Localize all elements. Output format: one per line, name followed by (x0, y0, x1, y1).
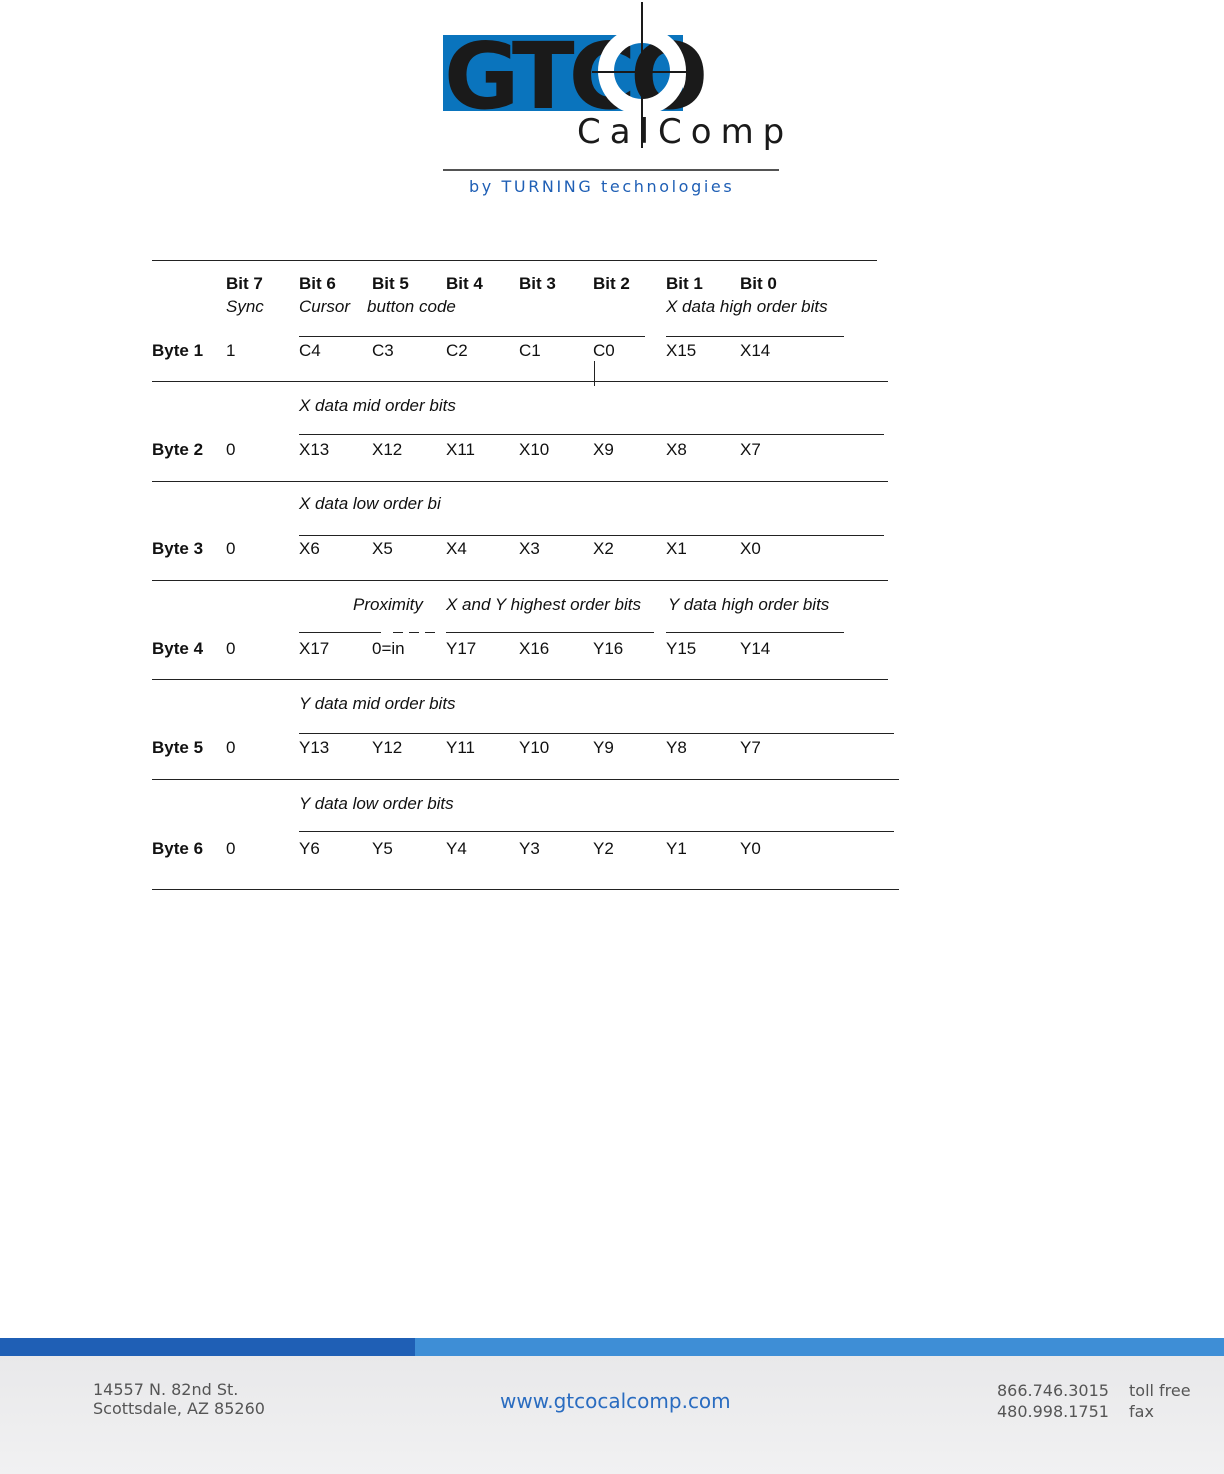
bit-cell: 0 (226, 738, 236, 757)
row-divider (152, 481, 888, 482)
bit-cell: C2 (446, 341, 468, 360)
row-divider (152, 381, 888, 382)
footer-accent-bar (415, 1338, 1224, 1356)
y-mid-underline (299, 733, 894, 734)
bit-cell: X0 (740, 539, 761, 558)
bit-cell: C3 (372, 341, 394, 360)
bit-cell: C4 (299, 341, 321, 360)
bit-cell: Y16 (593, 639, 624, 658)
bit-cell: X3 (519, 539, 540, 558)
byte-label: Byte 6 (152, 839, 204, 858)
bit-cell: X16 (519, 639, 550, 658)
header-bit6: Bit 6 (299, 274, 336, 293)
annotation-x-low: X data low order bi (299, 494, 441, 513)
bit-cell: 0 (226, 639, 236, 658)
annotation-x-high: X data high order bits (666, 297, 828, 316)
bit-cell: Y10 (519, 738, 550, 757)
bit-cell: X8 (666, 440, 687, 459)
byte-label: Byte 2 (152, 440, 204, 459)
bit-cell: X7 (740, 440, 761, 459)
bit-cell: Y17 (446, 639, 477, 658)
bit-cell: X17 (299, 639, 330, 658)
y-low-underline (299, 831, 894, 832)
annotation-xy-highest: X and Y highest order bits (446, 595, 642, 614)
bit-cell: 0 (226, 839, 236, 858)
bit-cell: X2 (593, 539, 614, 558)
gtco-calcomp-logo (0, 0, 1224, 210)
x-high-underline (666, 336, 844, 337)
annotation-y-low: Y data low order bits (299, 794, 454, 813)
bit-cell: Y1 (666, 839, 687, 858)
bit-cell: X5 (372, 539, 393, 558)
logo-brand-text: GTCO (444, 23, 703, 130)
bit-cell: 0 (226, 539, 236, 558)
header-bit5: Bit 5 (372, 274, 409, 293)
annotation-cursor: Cursor (299, 297, 351, 316)
x17-underline (299, 632, 381, 633)
bit-cell: C1 (519, 341, 541, 360)
bit-cell: X15 (666, 341, 697, 360)
footer-phone-tollfree-label: toll free (1129, 1381, 1191, 1400)
byte-label: Byte 5 (152, 738, 204, 757)
row-divider (152, 580, 888, 581)
row-divider (152, 679, 888, 680)
bit-cell: X11 (446, 440, 475, 459)
bit-cell: Y15 (666, 639, 697, 658)
bit-cell: Y12 (372, 738, 403, 757)
x-low-underline (299, 535, 884, 536)
byte-label: Byte 4 (152, 639, 204, 658)
bit-cell: Y7 (740, 738, 761, 757)
bit-cell: X14 (740, 341, 771, 360)
bit-cell: X10 (519, 440, 550, 459)
footer-phone-fax: 480.998.1751 (997, 1402, 1109, 1421)
header-bit4: Bit 4 (446, 274, 483, 293)
header-bit3: Bit 3 (519, 274, 556, 293)
footer-address-line2: Scottsdale, AZ 85260 (93, 1399, 265, 1418)
bit-cell: Y2 (593, 839, 614, 858)
footer-address-line1: 14557 N. 82nd St. (93, 1380, 239, 1399)
bit-cell: 0=in (372, 639, 405, 658)
annotation-y-high: Y data high order bits (668, 595, 830, 614)
byte-label: Byte 3 (152, 539, 204, 558)
bit-cell: X4 (446, 539, 467, 558)
proximity-dash (393, 632, 403, 633)
proximity-dash (409, 632, 419, 633)
header-bit0: Bit 0 (740, 274, 777, 293)
bit-cell: Y0 (740, 839, 761, 858)
x-mid-underline (299, 434, 884, 435)
bit-cell: Y14 (740, 639, 771, 658)
header-bit2: Bit 2 (593, 274, 630, 293)
footer-website-link[interactable]: www.gtcocalcomp.com (500, 1389, 731, 1413)
logo-sub-text: CalComp (577, 112, 794, 152)
header-bit7: Bit 7 (226, 274, 263, 293)
button-code-underline (299, 336, 645, 337)
footer-phone-fax-label: fax (1129, 1402, 1154, 1421)
bit-cell: X13 (299, 440, 330, 459)
bit-cell: Y11 (446, 738, 475, 757)
bit-cell: X9 (593, 440, 614, 459)
bit-cell: X1 (666, 539, 687, 558)
logo-tagline: by TURNING technologies (469, 177, 735, 196)
footer-phone-tollfree: 866.746.3015 (997, 1381, 1109, 1400)
bit-cell: 1 (226, 341, 236, 360)
header-bit1: Bit 1 (666, 274, 703, 293)
annotation-button-code: button code (367, 297, 456, 316)
bit-cell: Y8 (666, 738, 687, 757)
y-high-underline (666, 632, 844, 633)
annotation-x-mid: X data mid order bits (299, 396, 456, 415)
bit-cell: Y4 (446, 839, 467, 858)
table-top-rule (152, 260, 877, 261)
bit-cell: X12 (372, 440, 403, 459)
byte-label: Byte 1 (152, 341, 204, 360)
bit-cell: Y13 (299, 738, 330, 757)
proximity-dash (425, 632, 435, 633)
row-divider (152, 779, 899, 780)
bit-cell: C0 (593, 341, 615, 360)
table-bottom-rule (152, 889, 899, 890)
annotation-y-mid: Y data mid order bits (299, 694, 456, 713)
footer-accent-bar (0, 1338, 415, 1356)
bit-cell: 0 (226, 440, 236, 459)
annotation-proximity: Proximity (353, 595, 423, 614)
bit-cell: Y9 (593, 738, 614, 757)
bit-cell: Y6 (299, 839, 320, 858)
c0-marker (594, 361, 595, 386)
bit-cell: X6 (299, 539, 320, 558)
xy-highest-underline (446, 632, 654, 633)
bit-cell: Y5 (372, 839, 393, 858)
bit-cell: Y3 (519, 839, 540, 858)
annotation-sync: Sync (226, 297, 264, 316)
